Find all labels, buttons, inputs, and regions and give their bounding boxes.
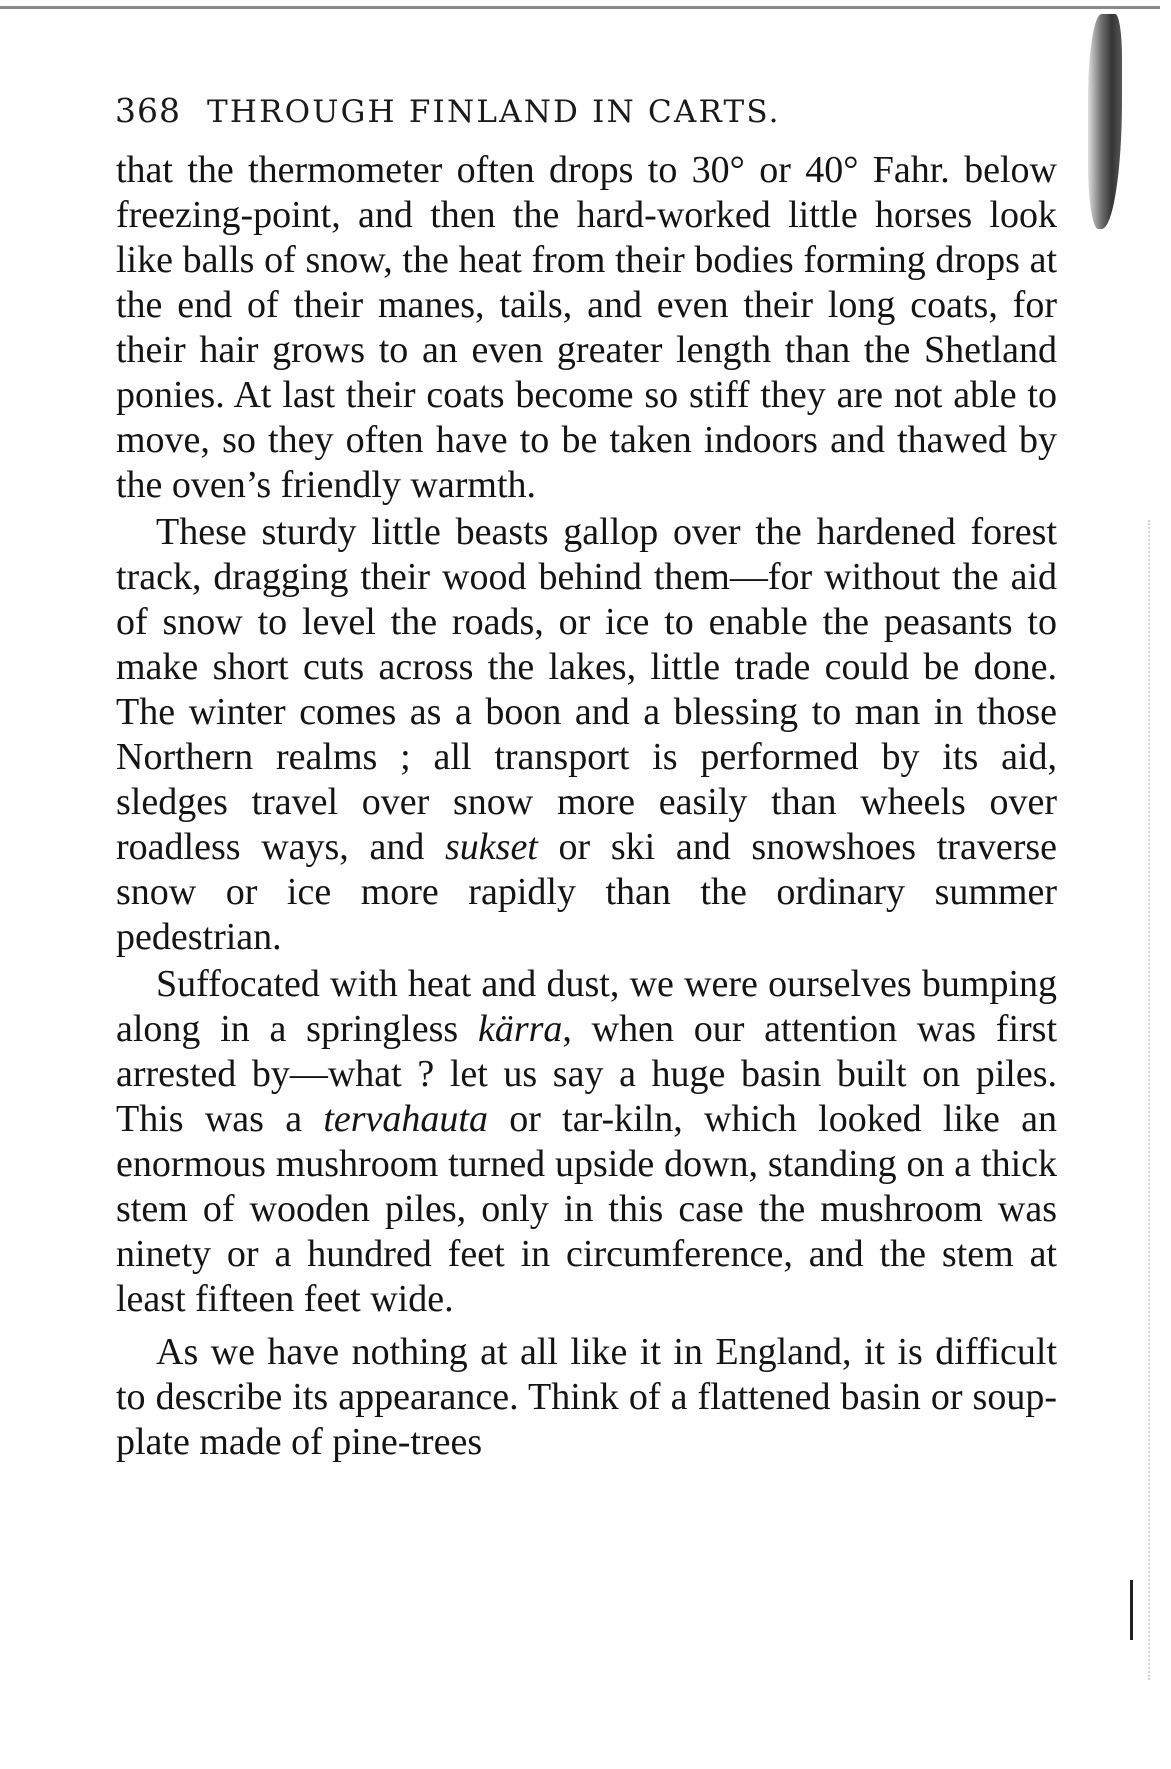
paragraph-2-text-a: These sturdy little beasts gallop over the hardened forest track, dragging their wood behind them—for without the aid of snow to level the roads, or ice to enable the peasants to make short cuts across the lakes, little trade could be done. The winter comes as a boon and a blessing to man in those Northern realms ; all transport is performed by its aid, sledges travel over snow more easily than wheels over roadless ways, and xyxy=(116,511,1057,868)
paragraph-4-text: As we have nothing at all like it in England, it is difficult to describe its appearance. Think of a flattened basin or soup-plate made of pine-trees xyxy=(116,1331,1057,1463)
top-scan-rule xyxy=(0,6,1160,9)
paragraph-2-text-b: or ski and snowshoes traverse snow or ice more rapidly than the ordinary summer pedestrian. xyxy=(116,826,1058,958)
paragraph-2 xyxy=(116,510,1057,960)
paragraph-4 xyxy=(116,1330,1057,1465)
paragraph-3-text-c: or tar-kiln, which looked like an enormous mushroom turned upside down, standing on a thick stem of wooden piles, only in this case the mushroom was ninety or a hundred feet in circumference, and the stem at least fifteen feet wide. xyxy=(116,1098,1057,1320)
paragraph-1-text: that the thermometer often drops to 30° or 40° Fahr. below freezing-point, and then the hard-worked little horses look like balls of snow, the heat from their bodies forming drops at the end of their manes, tails, and even their long coats, for their hair grows to an even greater length than the Shetland ponies. At last their coats become so stiff they are not able to move, so they often have to be taken indoors and thawed by the oven’s friendly warmth. xyxy=(116,149,1057,506)
paragraph-1 xyxy=(116,148,1057,508)
page-edge-speckles xyxy=(1148,520,1152,1680)
page-number: 368 xyxy=(115,91,181,130)
page-header xyxy=(115,91,1015,141)
page-edge-mark xyxy=(1130,1580,1133,1640)
italic-word-tervahauta: tervahauta xyxy=(323,1098,488,1140)
binding-shadow xyxy=(1088,14,1122,229)
body-text xyxy=(116,148,1057,1467)
running-title: THROUGH FINLAND IN CARTS. xyxy=(207,94,781,130)
paragraph-3-text-b: , when our attention was first arrested by—what ? let us say a huge basin built on piles. This was a xyxy=(116,1008,1058,1140)
paragraph-3-text-a: Suffocated with heat and dust, we were ourselves bumping along in a springless xyxy=(116,963,1057,1050)
italic-word-sukset: sukset xyxy=(445,826,538,868)
paragraph-3 xyxy=(116,962,1057,1322)
italic-word-karra: kärra xyxy=(477,1008,563,1050)
